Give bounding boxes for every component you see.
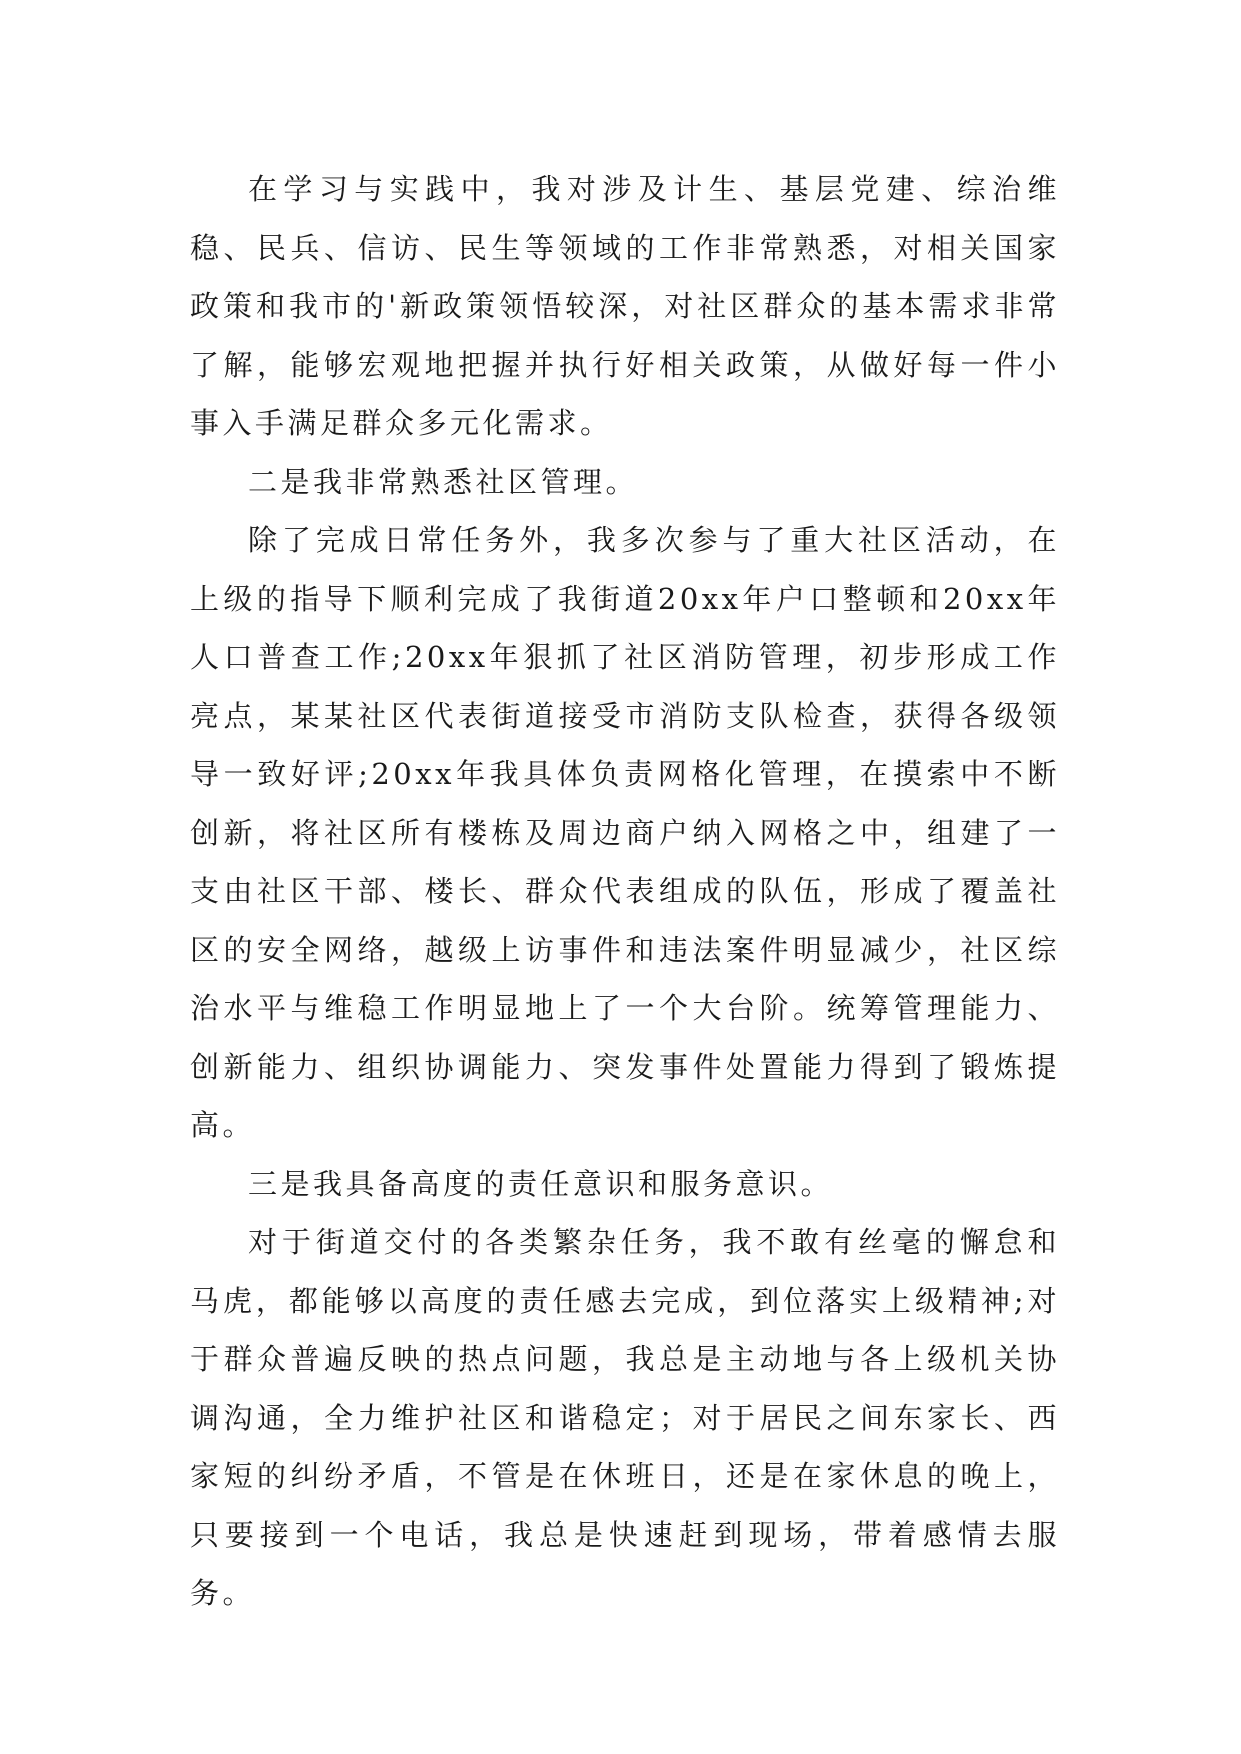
paragraph-heading-three: 三是我具备高度的责任意识和服务意识。 xyxy=(248,1166,834,1201)
paragraph-responsibility: 对于街道交付的各类繁杂任务，我不敢有丝毫的懈怠和马虎，都能够以高度的责任感去完成，到位落实上级精神;对于群众普遍反映的热点问题，我总是主动地与各上级机关协调沟通，全力维护社区和谐稳定；对于居民之间东家长、西家短的纠纷矛盾，不管是在休班日，还是在家休息的晚上，只要接到一个电话，我总是快速赶到现场，带着感情去服务。 xyxy=(190,1225,1060,1610)
document-body xyxy=(190,160,1060,1623)
paragraph-intro: 在学习与实践中，我对涉及计生、基层党建、综治维稳、民兵、信访、民生等领域的工作非常熟悉，对相关国家政策和我市的'新政策领悟较深，对社区群众的基本需求非常了解，能够宏观地把握并执行好相关政策，从做好每一件小事入手满足群众多元化需求。 xyxy=(190,172,1060,440)
paragraph-community-management: 除了完成日常任务外，我多次参与了重大社区活动，在上级的指导下顺利完成了我街道20xx年户口整顿和20xx年人口普查工作;20xx年狠抓了社区消防管理，初步形成工作亮点，某某社区代表街道接受市消防支队检查，获得各级领导一致好评;20xx年我具体负责网格化管理，在摸索中不断创新，将社区所有楼栋及周边商户纳入网格之中，组建了一支由社区干部、楼长、群众代表组成的队伍，形成了覆盖社区的安全网络，越级上访事件和违法案件明显减少，社区综治水平与维稳工作明显地上了一个大台阶。统筹管理能力、创新能力、组织协调能力、突发事件处置能力得到了锻炼提高。 xyxy=(190,523,1060,1142)
paragraph-heading-two: 二是我非常熟悉社区管理。 xyxy=(248,464,639,499)
